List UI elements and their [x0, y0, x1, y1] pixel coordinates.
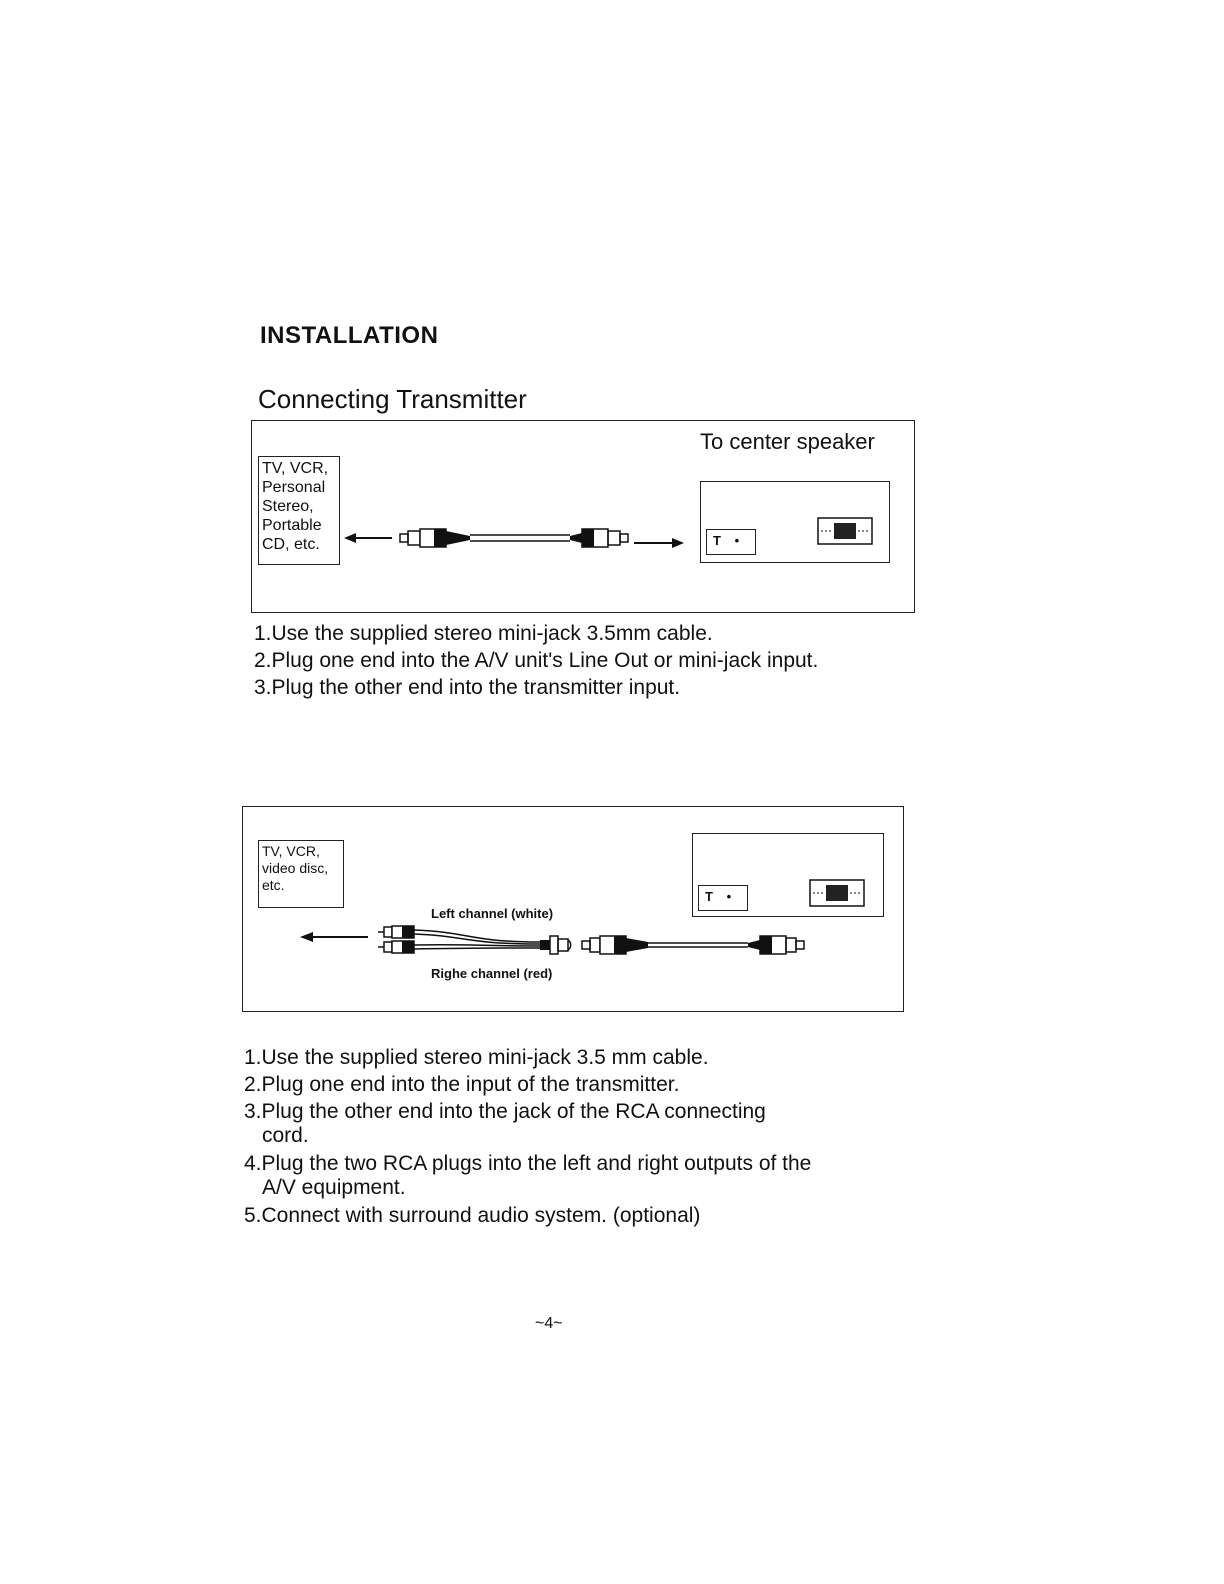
left-channel-label: Left channel (white) [431, 906, 554, 921]
step-continuation: cord. [262, 1124, 309, 1147]
target-label: To center speaker [700, 429, 875, 454]
transmitter-mark: T [705, 889, 713, 904]
transmitter-mark: T [713, 533, 721, 548]
step-item: 3.Plug the other end into the jack of the RCA connecting [244, 1100, 766, 1123]
step-item: 3.Plug the other end into the transmitter input. [254, 676, 681, 699]
step-item: 2.Plug one end into the input of the transmitter. [244, 1073, 680, 1096]
source-line: etc. [262, 877, 285, 893]
section-heading: INSTALLATION [260, 322, 439, 349]
source-line: Personal [262, 479, 326, 496]
led-dot: • [726, 889, 732, 904]
step-item: 1.Use the supplied stereo mini-jack 3.5mm cable. [254, 622, 713, 645]
source-line: TV, VCR, [262, 460, 329, 477]
speaker-connector-icon [810, 880, 864, 906]
rca-cable [378, 926, 571, 954]
step-item: 5.Connect with surround audio system. (optional) [244, 1204, 701, 1227]
source-line: CD, etc. [262, 536, 320, 553]
step-continuation: A/V equipment. [262, 1176, 406, 1199]
step-item: 2.Plug one end into the A/V unit's Line Out or mini-jack input. [254, 649, 819, 672]
source-line: video disc, [262, 860, 329, 876]
arrow-left-icon [300, 932, 368, 942]
subsection-heading: Connecting Transmitter [258, 384, 527, 414]
right-channel-label: Righe channel (red) [431, 966, 553, 981]
mini-jack-cable [582, 936, 804, 954]
step-item: 1.Use the supplied stereo mini-jack 3.5 mm cable. [244, 1046, 709, 1069]
source-line: Portable [262, 517, 322, 534]
source-line: TV, VCR, [262, 843, 320, 859]
step-item: 4.Plug the two RCA plugs into the left and right outputs of the [244, 1152, 812, 1175]
page-number: ~4~ [535, 1315, 563, 1332]
led-dot: • [734, 533, 740, 548]
source-line: Stereo, [262, 498, 314, 515]
steps-list-2 [244, 1046, 811, 1228]
